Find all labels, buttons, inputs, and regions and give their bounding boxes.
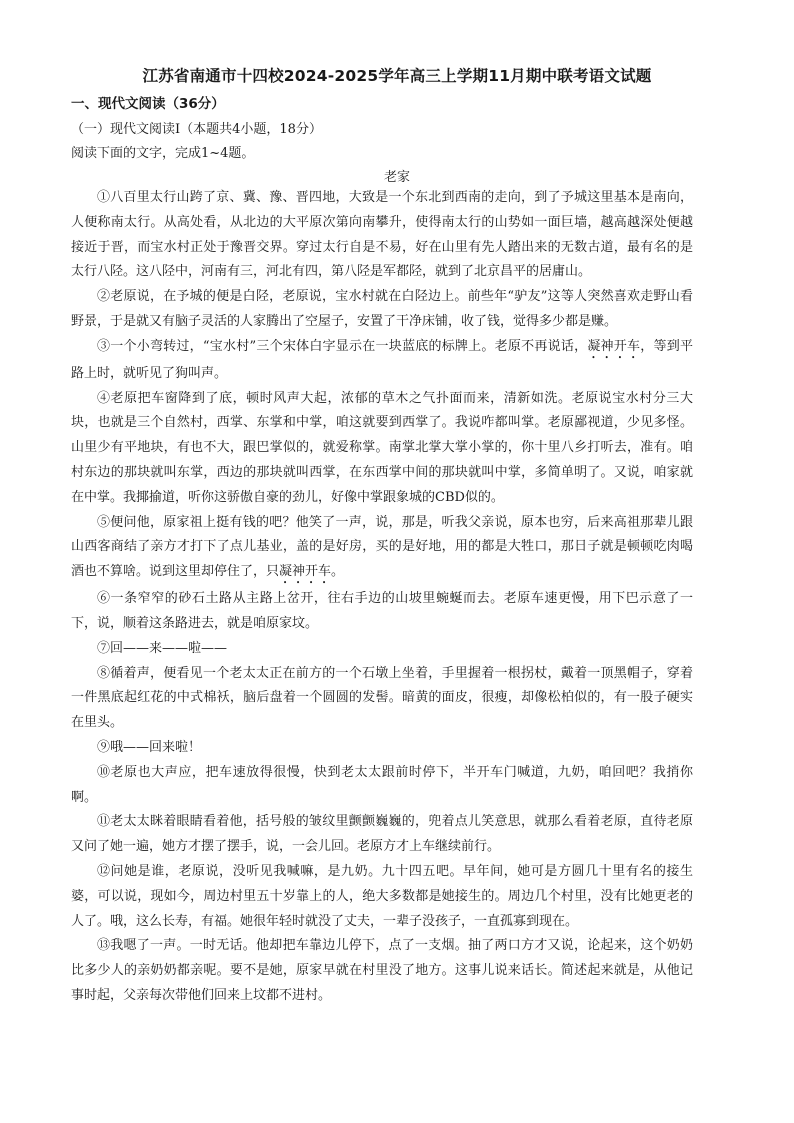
paragraph-10: ⑩老原也大声应，把车速放得很慢，快到老太太跟前时停下，半开车门喊道，九奶，咱回吧？我捎你啊。 [71,764,693,805]
paragraph-12: ⑫问她是谁，老原说，没听见我喊嘛，是九奶。九十四五吧。早年间，她可是方圆几十里有名的接生婆，可以说，现如今，周边村里五十岁靠上的人，绝大多数都是她接生的。周边几个村里，没有比她更老的人了。哦，这么长寿，有福。她很年轻时就没了丈夫，一辈子没孩子，一直孤寡到现在。 [71,863,693,929]
emphasized-phrase: 凝神开车 [279,564,332,580]
paragraph-3-text-after: ，等到平路上时，就听见了狗叫声。 [71,338,693,381]
paragraph-3 [71,335,693,387]
subsection-heading: （一）现代文阅读Ⅰ（本题共4小题，18分） [71,122,322,137]
reading-instruction: 阅读下面的文字，完成1~4题。 [71,146,255,161]
paragraph-11: ⑪老太太眯着眼睛看着他，括号般的皱纹里颤颤巍巍的，兜着点儿笑意思，就那么看着老原，直待老原又问了她一遍，她方才摆了摆手，说，一会儿回。老原方才上车继续前行。 [71,814,693,855]
paragraph-8: ⑧循着声，便看见一个老太太正在前方的一个石墩上坐着，手里握着一根拐杖，戴着一顶黑帽子，穿着一件黑底起红花的中式棉袄，脑后盘着一个圆圆的发髻。暗黄的面皮，很瘦，却像松柏似的，有一股子硬实在里头。 [71,665,693,731]
emphasized-phrase: 凝神开车 [587,338,641,354]
document-title: 江苏省南通市十四校2024-2025学年高三上学期11月期中联考语文试题 [142,67,652,85]
paragraph-4: ④老原把车窗降到了底，顿时风声大起，浓郁的草木之气扑面而来，清新如洗。老原说宝水村分三大块，也就是三个自然村，西掌、东掌和中掌，咱这就要到西掌了。我说咋都叫掌。老原鄙视道，少见多怪。山里少有平地块，有也不大，跟巴掌似的，就爱称掌。南掌北掌大掌小掌的，你十里八乡打听去，准有。咱村东边的那块就叫东掌，西边的那块就叫西掌，在东西掌中间的那块就叫中掌，多简单明了。又说，咱家就在中掌。我揶揄道，听你这骄傲自豪的劲儿，好像中掌跟象城的CBD似的。 [71,390,693,505]
paragraph-1: ①八百里太行山跨了京、冀、豫、晋四地，大致是一个东北到西南的走向，到了予城这里基本是南向，人便称南太行。从高处看，从北边的大平原次第向南攀升，使得南太行的山势如一面巨墙，越高越深处便越接近于晋，而宝水村正处于豫晋交界。穿过太行自是不易，好在山里有先人踏出来的无数古道，最有名的是太行八陉。这八陉中，河南有三，河北有四，第八陉是军都陉，就到了北京昌平的居庸山。 [71,190,693,280]
paragraph-7: ⑦回——来——啦—— [97,640,228,656]
paragraph-13: ⑬我嗯了一声。一时无话。他却把车靠边儿停下，点了一支烟。抽了两口方才又说，论起来，这个奶奶比多少人的亲奶奶都亲呢。要不是她，原家早就在村里没了地方。这事儿说来话长。简述起来就是，从他记事时起，父亲每次带他们回来上坟都不进村。 [71,938,693,1003]
paragraph-5-text-after: 。 [331,564,345,580]
section-heading: 一、现代文阅读（36分） [71,96,225,112]
paragraph-3-text-before: ③一个小弯转过，“宝水村”三个宋体白字显示在一块蓝底的标牌上。老原不再说话， [97,338,588,354]
passage-body [71,186,693,1009]
paragraph-5 [71,511,693,588]
paragraph-5-text-before: ⑤便问他，原家祖上挺有钱的吧？他笑了一声，说，那是，听我父亲说，原本也穷，后来高祖那辈儿跟山西客商结了亲方才打下了点儿基业，盖的是好房，买的是好地，用的都是大牲口，那日子就是顿顿吃肉喝酒也不算啥。说到这里却停住了，只 [71,514,693,580]
passage-title: 老家 [383,170,410,185]
paragraph-2: ②老原说，在予城的便是白陉，老原说，宝水村就在白陉边上。前些年“驴友”这等人突然喜欢走野山看野景，于是就又有脑子灵活的人家腾出了空屋子，安置了干净床铺，收了钱，觉得多少都是赚。 [71,289,693,329]
paragraph-9: ⑨哦——回来啦！ [97,739,202,755]
paragraph-6: ⑥一条窄窄的砂石土路从主路上岔开，往右手边的山坡里蜿蜒而去。老原车速更慢，用下巴示意了一下，说，顺着这条路进去，就是咱原家坟。 [71,591,693,631]
